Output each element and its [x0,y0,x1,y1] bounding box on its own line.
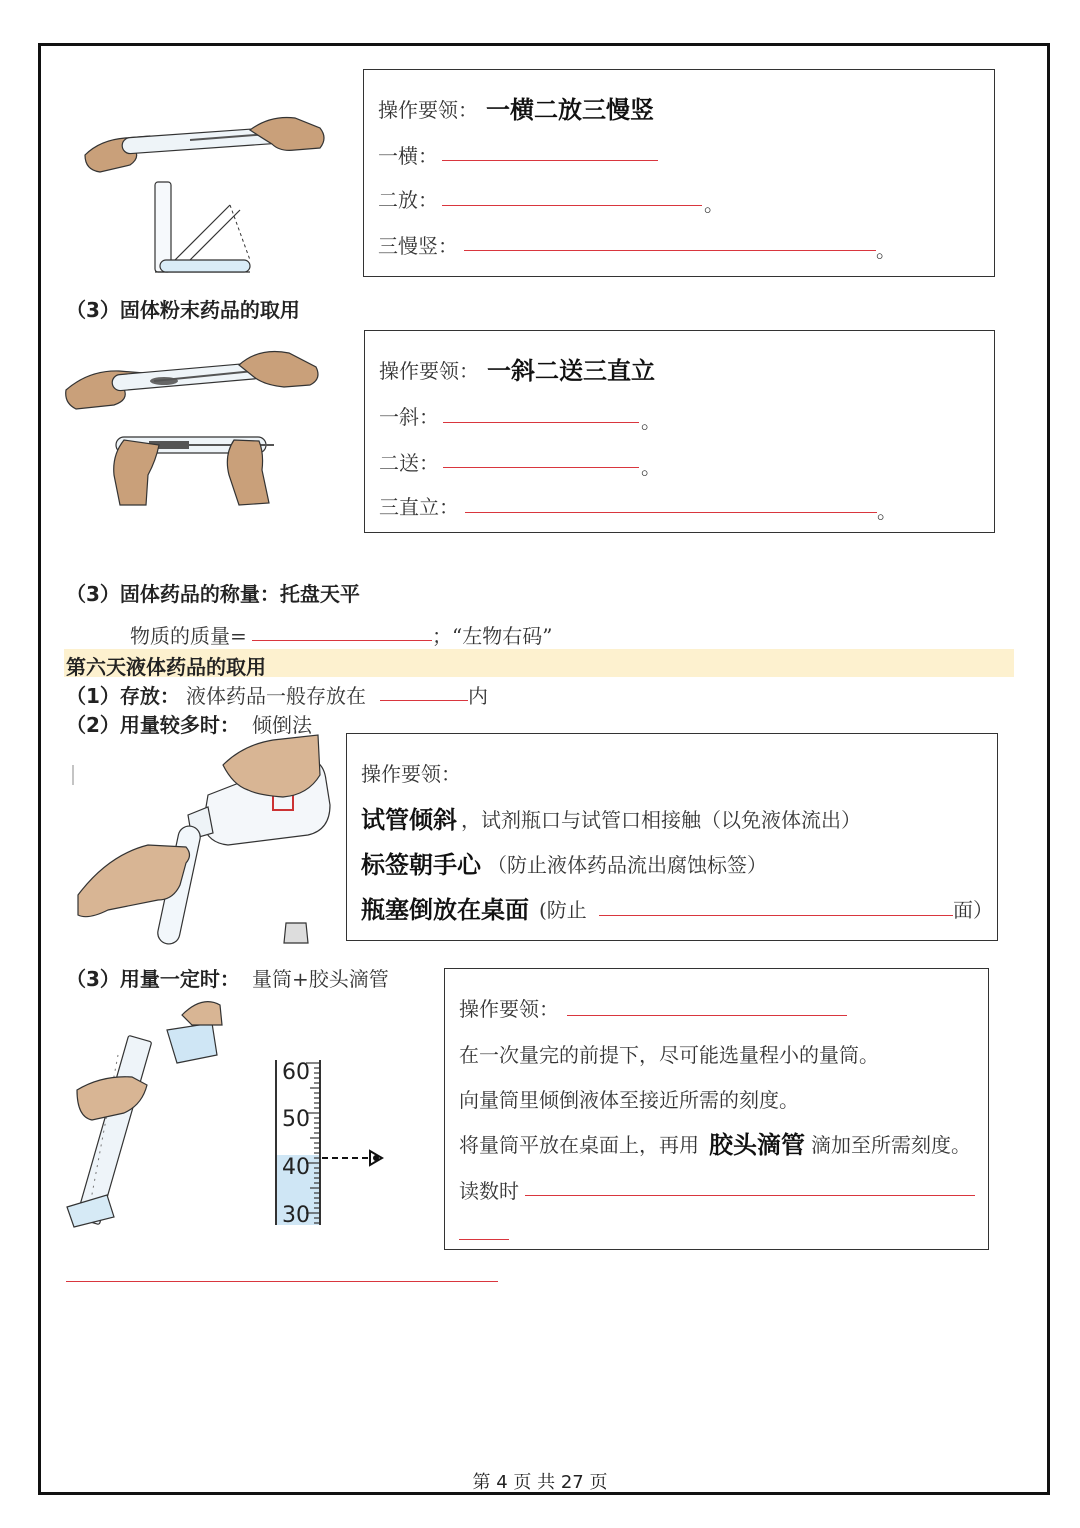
operation-box-3 [346,733,998,941]
box1-heading-prefix: 操作要领： [378,98,478,122]
pour-label: （2）用量较多时： [66,713,240,737]
box4-line3-a: 将量筒平放在桌面上，再用 [459,1133,699,1157]
trailing-answer-blank[interactable] [66,1281,498,1282]
tick-label-50: 50 [282,1107,310,1132]
box3-line1-bold: 试管倾斜 [361,806,457,834]
box1-heading-bold: 一横二放三慢竖 [486,96,654,124]
box4-heading-blank[interactable] [567,1015,847,1016]
box4-line3-bold: 胶头滴管 [709,1131,805,1159]
tick-label-30: 30 [282,1203,310,1228]
box2-heading-bold: 一斜二送三直立 [487,357,655,385]
cylinder-pouring-illustration [62,995,242,1235]
box3-line1-text: ，试剂瓶口与试管口相接触（以免液体流出） [461,808,861,832]
box3-line3-text: (防止 [539,898,587,922]
operation-box-2 [364,330,995,533]
storage-text: 液体药品一般存放在 [186,684,366,708]
box2-item-2-blank[interactable] [443,467,639,468]
powder-illustration [64,345,324,515]
day6-title: 第六天液体药品的取用 [66,655,266,679]
section-powder-heading: （3）固体粉末药品的取用 [66,298,300,322]
box2-item-1-blank[interactable] [443,422,639,423]
mass-blank[interactable] [252,640,432,641]
box2-item-2-label: 二送： [379,451,439,475]
measure-label: （3）用量一定时： [66,967,240,991]
operation-box-1 [363,69,995,277]
box4-line3-b: 滴加至所需刻度。 [811,1133,971,1157]
box1-item-2-suffix: 。 [704,192,724,216]
box1-item-2-blank[interactable] [442,205,702,206]
operation-box-4 [444,968,989,1250]
box4-line1: 在一次量完的前提下，尽可能选量程小的量筒。 [459,1043,879,1067]
box1-item-1-label: 一横： [378,144,438,168]
tick-label-40: 40 [282,1155,310,1180]
box3-line3-bold: 瓶塞倒放在桌面 [361,896,529,924]
box1-item-3-suffix: 。 [876,238,896,262]
box3-line2-bold: 标签朝手心 [361,851,481,879]
box1-item-1-blank[interactable] [442,160,658,161]
storage-blank[interactable] [380,700,468,701]
box2-heading-prefix: 操作要领： [379,359,479,383]
storage-end: 内 [468,684,488,708]
box4-line4: 读数时 [459,1179,519,1203]
tick-label-60: 60 [282,1060,310,1085]
box2-item-3-blank[interactable] [465,512,877,513]
measure-text: 量筒+胶头滴管 [252,967,389,991]
box3-line2-text: （防止液体药品流出腐蚀标签） [487,853,767,877]
box2-item-2-suffix: 。 [641,455,661,479]
box4-line2: 向量筒里倾倒液体至接近所需的刻度。 [459,1088,799,1112]
box2-item-1-label: 一斜： [379,405,439,429]
box2-item-3-label: 三直立： [379,495,459,519]
box4-heading: 操作要领： [459,997,559,1021]
box2-item-3-suffix: 。 [877,499,897,523]
box2-item-1-suffix: 。 [641,409,661,433]
box4-reading-blank-2[interactable] [459,1239,509,1240]
box1-item-3-label: 三慢竖： [378,234,458,258]
section-weigh-heading: （3）固体药品的称量：托盘天平 [66,582,360,606]
pour-text: 倾倒法 [252,713,312,737]
box1-item-2-label: 二放： [378,188,438,212]
mass-prefix: 物质的质量= [130,624,247,648]
mass-suffix: ；“左物右码” [432,624,553,648]
box3-line3-blank[interactable] [599,915,953,916]
box4-reading-blank-1[interactable] [525,1195,975,1196]
box3-line3-end: 面） [953,898,993,922]
storage-label: （1）存放： [66,684,180,708]
page-footer: 第 4 页 共 27 页 [472,1472,608,1493]
box3-heading: 操作要领： [361,762,461,786]
pouring-illustration [68,735,338,950]
tube-horizontal-illustration [80,110,330,280]
box1-item-3-blank[interactable] [464,250,876,251]
